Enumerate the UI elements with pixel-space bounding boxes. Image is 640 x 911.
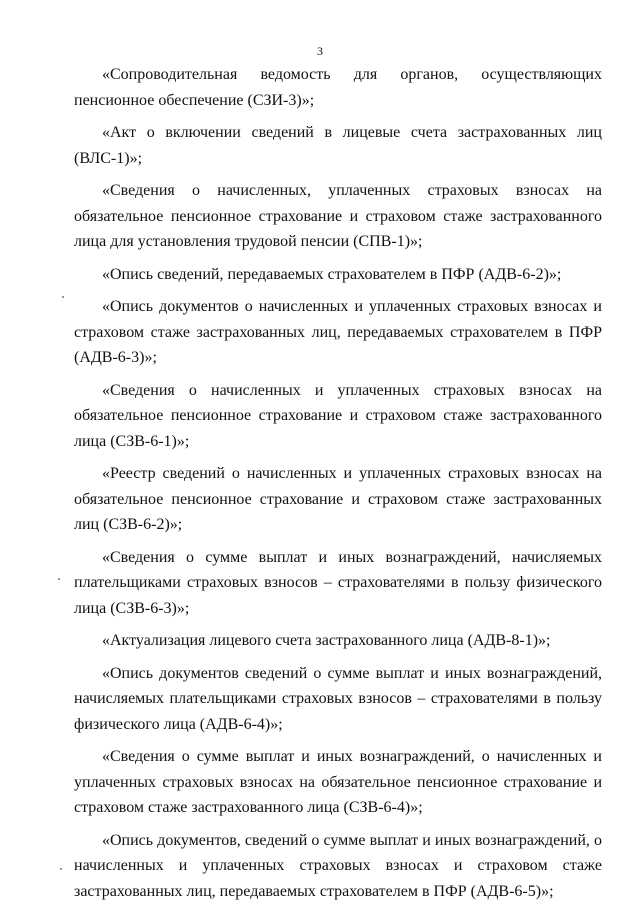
form-list-item: «Реестр сведений о начисленных и уплаченных страховых взносах на обязательное пенсионное страхование и страховом стаже застрахованных лиц (СЗВ-6-2)»; (74, 465, 602, 533)
form-list-item: «Сведения о начисленных и уплаченных страховых взносах на обязательное пенсионное страхование и страховом стаже застрахованного лица (СЗВ-6-1)»; (74, 381, 602, 450)
form-list-item: «Сведения о сумме выплат и иных вознаграждений, о начисленных и уплаченных страховых взносах на обязательное пенсионное страхование и страховом стаже застрахованного лица (СЗВ-6-4)»; (74, 748, 602, 816)
document-body (74, 62, 602, 911)
form-list-item: «Сопроводительная ведомость для органов, осуществляющих пенсионное обеспечение (СЗИ-3)»; (74, 66, 602, 109)
form-list-item: «Сведения о сумме выплат и иных вознаграждений, начисляемых плательщиками страховых взносов – страхователями в пользу физического лица (СЗВ-6-3)»; (74, 548, 602, 617)
scan-speck (62, 296, 64, 298)
page-number: 3 (317, 44, 323, 58)
scan-speck (58, 578, 60, 580)
form-list-item: «Опись документов сведений о сумме выплат и иных вознаграждений, начисляемых плательщиками страховых взносов – страхователями в пользу физического лица (АДВ-6-4)»; (74, 664, 602, 733)
scan-speck (60, 868, 62, 870)
form-list-item: «Актуализация лицевого счета застрахованного лица (АДВ-8-1)»; (102, 632, 551, 649)
form-list-item: «Опись сведений, передаваемых страхователем в ПФР (АДВ-6-2)»; (102, 265, 562, 283)
form-list-item: «Акт о включении сведений в лицевые счета застрахованных лиц (ВЛС-1)»; (74, 124, 602, 167)
form-list-item: «Сведения о начисленных, уплаченных страховых взносах на обязательное пенсионное страхование и страховом стаже застрахованного лица для установления трудовой пенсии (СПВ-1)»; (74, 182, 602, 250)
form-list-item: «Опись документов, сведений о сумме выплат и иных вознаграждений, о начисленных и уплаченных страховых взносах и страховом стаже застрахованных лиц, передаваемых страхователем в ПФР (АДВ-6-5)»; (74, 831, 602, 900)
form-list-item: «Опись документов о начисленных и уплаченных страховых взносах и страховом стаже застрахованных лиц, передаваемых страхователем в ПФР (АДВ-6-3)»; (74, 298, 602, 366)
